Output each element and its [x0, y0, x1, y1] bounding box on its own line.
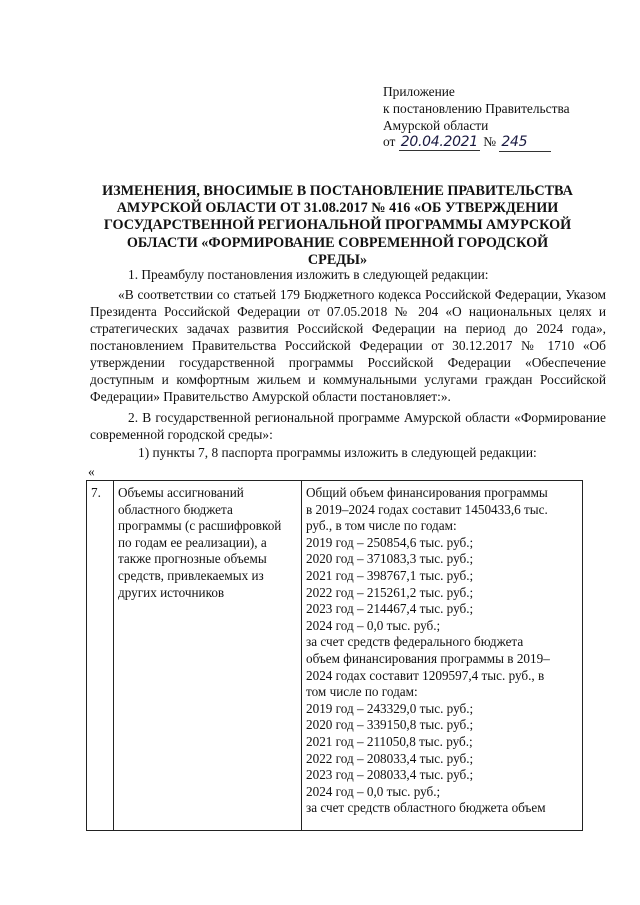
value-line: объем финансирования программы в 2019– — [306, 650, 550, 666]
value-line: за счет средств областного бюджета объем — [306, 800, 546, 816]
value-line: 2023 год – 208033,4 тыс. руб.; — [306, 767, 474, 783]
table-row — [87, 481, 583, 831]
value-line: 2023 год – 214467,4 тыс. руб.; — [306, 601, 474, 617]
appendix-date-line — [383, 134, 623, 152]
open-quote: « — [88, 464, 95, 479]
paragraph-2-1: 1) пункты 7, 8 паспорта программы изложить в следующей редакции: — [138, 445, 537, 460]
paragraph-1: 1. Преамбулу постановления изложить в следующей редакции: — [128, 267, 489, 282]
row-value-cell — [302, 481, 583, 831]
appendix-line-3: Амурской области — [383, 117, 489, 133]
paragraph-preamble: «В соответствии со статьей 179 Бюджетного кодекса Российской Федерации, Указом Президента Российской Федерации от 07.05.2018 № 204 «О национальных целях и стратегических задачах развития Российской Федерации на период до 2024 года», постановлением Правительства Российской Федерации от 30.12.2017 № 1710 «Об утверждении государственной программы Российской Федерации «Обеспечение доступным и комфортным жильем и коммунальными услугами граждан Российской Федерации» Правительство Амурской области постановляет:». — [90, 287, 606, 404]
value-line: за счет средств федерального бюджета — [306, 634, 524, 650]
document-title: ИЗМЕНЕНИЯ, ВНОСИМЫЕ В ПОСТАНОВЛЕНИЕ ПРАВИТЕЛЬСТВА АМУРСКОЙ ОБЛАСТИ ОТ 31.08.2017 № 416 «ОБ УТВЕРЖДЕНИИ ГОСУДАРСТВЕННОЙ РЕГИОНАЛЬНОЙ ПРОГРАММЫ АМУРСКОЙ ОБЛАСТИ «ФОРМИРОВАНИЕ СОВРЕМЕННОЙ ГОРОДСКОЙ СРЕДЫ» — [102, 183, 573, 268]
value-line: 2022 год – 215261,2 тыс. руб.; — [306, 584, 474, 600]
value-line: 2021 год – 398767,1 тыс. руб.; — [306, 567, 474, 583]
value-line: 2020 год – 339150,8 тыс. руб.; — [306, 717, 474, 733]
value-line: 2022 год – 208033,4 тыс. руб.; — [306, 750, 474, 766]
value-line: в 2019–2024 годах составит 1450433,6 тыс. — [306, 501, 548, 517]
paragraph-2: 2. В государственной региональной программе Амурской области «Формирование современной городской среды»: — [90, 410, 606, 442]
value-line: 2024 год – 0,0 тыс. руб.; — [306, 783, 441, 799]
date-prefix: от — [383, 134, 396, 150]
number-prefix: № — [483, 134, 497, 150]
value-line: руб., в том числе по годам: — [306, 518, 457, 534]
appendix-line-2: к постановлению Правительства — [383, 100, 570, 116]
value-line: 2019 год – 250854,6 тыс. руб.; — [306, 534, 474, 550]
value-line: 2024 год – 0,0 тыс. руб.; — [306, 617, 441, 633]
row-number-cell: 7. — [87, 481, 114, 831]
handwritten-date: 20.04.2021 — [400, 134, 478, 151]
appendix-line-1: Приложение — [383, 84, 455, 99]
value-line: 2021 год – 211050,8 тыс. руб.; — [306, 733, 473, 749]
value-line: 2020 год – 371083,3 тыс. руб.; — [306, 551, 474, 567]
appendix-block — [383, 84, 623, 152]
handwritten-number: 245 — [499, 134, 551, 152]
value-line: 2019 год – 243329,0 тыс. руб.; — [306, 700, 474, 716]
value-line: том числе по годам: — [306, 684, 418, 700]
program-passport-table — [86, 480, 583, 831]
row-label-cell: Объемы ассигнований областного бюджета программы (с расшифровкой по годам ее реализации), а также прогнозные объемы средств, привлекаемых из других источников — [114, 481, 302, 831]
value-line: Общий объем финансирования программы — [306, 485, 548, 500]
value-line: 2024 годах составит 1209597,4 тыс. руб., в — [306, 667, 545, 683]
